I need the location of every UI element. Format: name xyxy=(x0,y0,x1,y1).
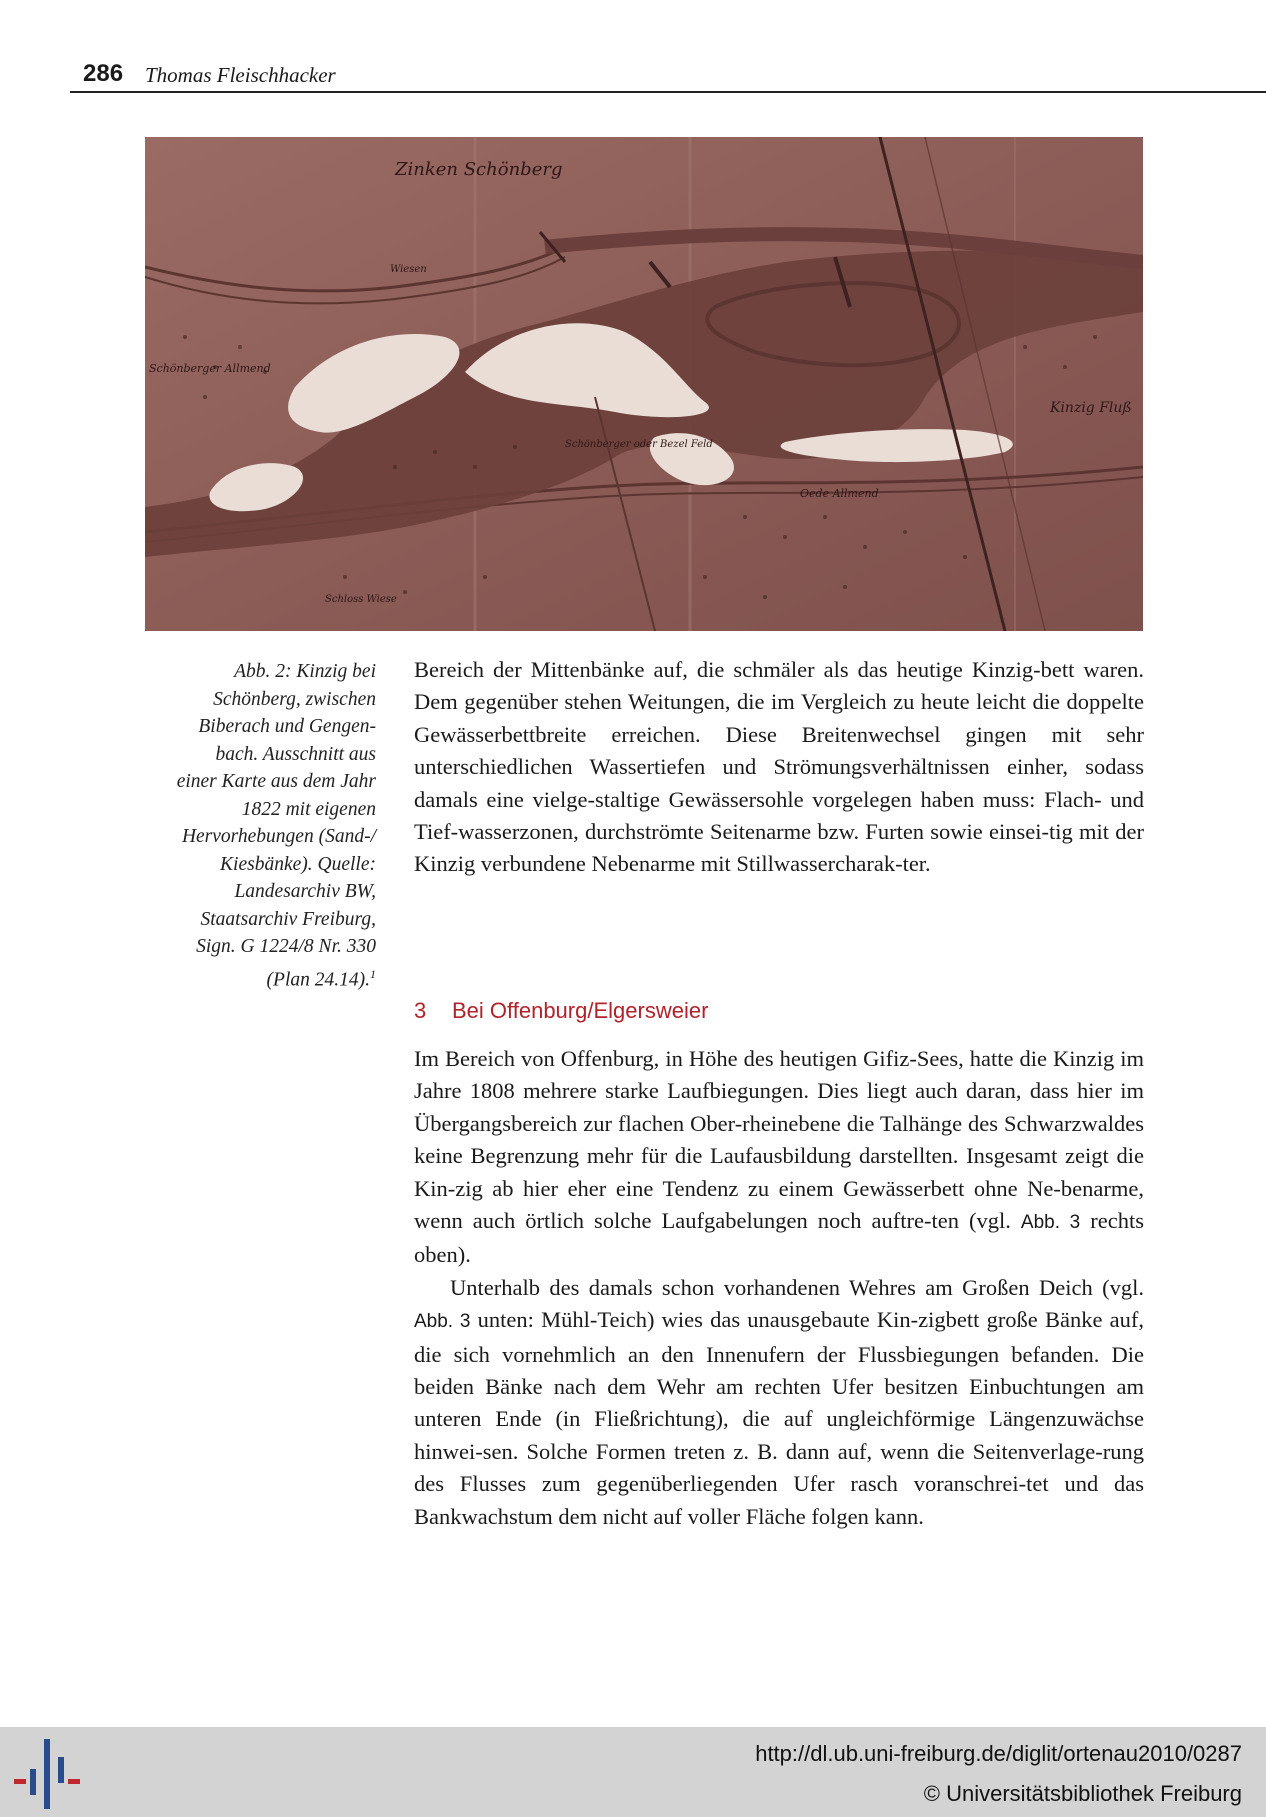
paragraph-text: unten: Mühl-Teich) wies das unausgebaute Kin-zigbett große Bänke auf, die sich vornehmlich an den Innenufern der Flussbiegungen befanden. Die beiden Bänke nach dem Wehr am rechten Ufer besitzen Einbuchtungen am unteren Ende (in Fließrichtung), die auf ungleichförmige Längenzuwächse hinwei-sen. Solche Formen treten z. B. dann auf, wenn die Seitenverlage-rung des Flusses zum gegenüberliegenden Ufer rasch voranschrei-tet und das Bankwachstum dem nicht auf voller Fläche folgen kann. xyxy=(414,1307,1144,1529)
body-paragraph-1 xyxy=(414,654,1144,881)
caption-line: Biberach und Gengen- xyxy=(198,716,376,737)
map-label-title: Zinken Schönberg xyxy=(395,159,563,180)
page-number: 286 xyxy=(83,60,124,87)
permalink-url[interactable]: http://dl.ub.uni-freiburg.de/diglit/ortenau2010/0287 xyxy=(755,1741,1242,1766)
map-label-schloss: Schloss Wiese xyxy=(325,594,397,605)
caption-line: bach. Ausschnitt aus xyxy=(215,743,376,765)
map-label-wiesen: Wiesen xyxy=(390,264,427,275)
caption-line: Landesarchiv BW, xyxy=(234,881,376,902)
body-section-text xyxy=(414,1043,1144,1533)
caption-line xyxy=(140,961,376,994)
figure-reference: Abb. 3 xyxy=(414,1311,471,1333)
map-label-fluss: Kinzig Fluß xyxy=(1050,400,1132,416)
body-paragraph-2 xyxy=(414,1043,1144,1272)
caption-line: Sign. G 1224/8 Nr. 330 xyxy=(196,936,376,957)
body-paragraph-3 xyxy=(414,1272,1144,1533)
caption-footnote-mark: 1 xyxy=(370,966,376,981)
paragraph-text: Unterhalb des damals schon vorhandenen Wehres am Großen Deich (vgl. xyxy=(450,1274,1144,1300)
caption-line: Schönberg, zwischen xyxy=(213,688,376,710)
section-heading xyxy=(414,995,708,1027)
section-title: Bei Offenburg/Elgersweier xyxy=(452,998,709,1023)
library-footer xyxy=(0,1727,1266,1817)
paragraph-text: Im Bereich von Offenburg, in Höhe des heutigen Gifiz-Sees, hatte die Kinzig im Jahre 1808 mehrere starke Laufbiegungen. Dies liegt auch daran, dass hier im Übergangsbereich zur flachen Ober-rheinebene die Talhänge des Schwarzwaldes keine Begrenzung mehr für die Laufausbildung darstellten. Insgesamt zeigt die Kin-zig ab hier eher eine Tendenz zu einem Gewässerbett ohne Ne-benarme, wenn auch örtlich solche Laufgabelungen noch auftre-ten (vgl. xyxy=(414,1046,1144,1234)
caption-line: 1822 mit eigenen xyxy=(241,798,376,820)
caption-line: Hervorhebungen (Sand-/ xyxy=(181,826,376,847)
running-header xyxy=(83,60,1266,92)
map-label-feld: Schönberger oder Bezel Feld xyxy=(565,439,713,450)
copyright-notice: © Universitätsbibliothek Freiburg xyxy=(923,1781,1242,1806)
map-label-oede: Oede Allmend xyxy=(800,487,879,500)
running-author: Thomas Fleischhacker xyxy=(145,63,336,87)
caption-line: Staatsarchiv Freiburg, xyxy=(200,908,376,930)
section-number: 3 xyxy=(414,998,427,1023)
caption-last: (Plan 24.14). xyxy=(266,969,370,990)
caption-line: Abb. 2: Kinzig bei xyxy=(234,661,376,682)
map-label-allmend: Schönberger Allmend xyxy=(149,362,271,375)
header-rule xyxy=(70,91,1266,93)
paragraph-text: rechts oben). xyxy=(414,1208,1144,1268)
library-logo-icon xyxy=(14,1739,80,1809)
caption-line: einer Karte aus dem Jahr xyxy=(176,771,376,792)
figure-reference: Abb. 3 xyxy=(1020,1212,1081,1234)
historic-map-figure xyxy=(145,137,1143,631)
paragraph-text: Bereich der Mittenbänke auf, die schmäler als das heutige Kinzig-bett waren. Dem gegenüber stehen Weitungen, die im Vergleich zu heute leicht die doppelte Gewässerbettbreite erreichen. Diese Breitenwechsel gingen mit sehr unterschiedlichen Wassertiefen und Strömungsverhältnissen einher, sodass damals eine vielge-staltige Gewässersohle vorgelegen haben muss: Flach- und Tief-wasserzonen, durchströmte Seitenarme bzw. Furten sowie einsei-tig mit der Kinzig verbundene Nebenarme mit Stillwassercharak-ter. xyxy=(414,657,1144,877)
figure-caption xyxy=(140,658,376,994)
caption-line: Kiesbänke). Quelle: xyxy=(220,853,376,875)
